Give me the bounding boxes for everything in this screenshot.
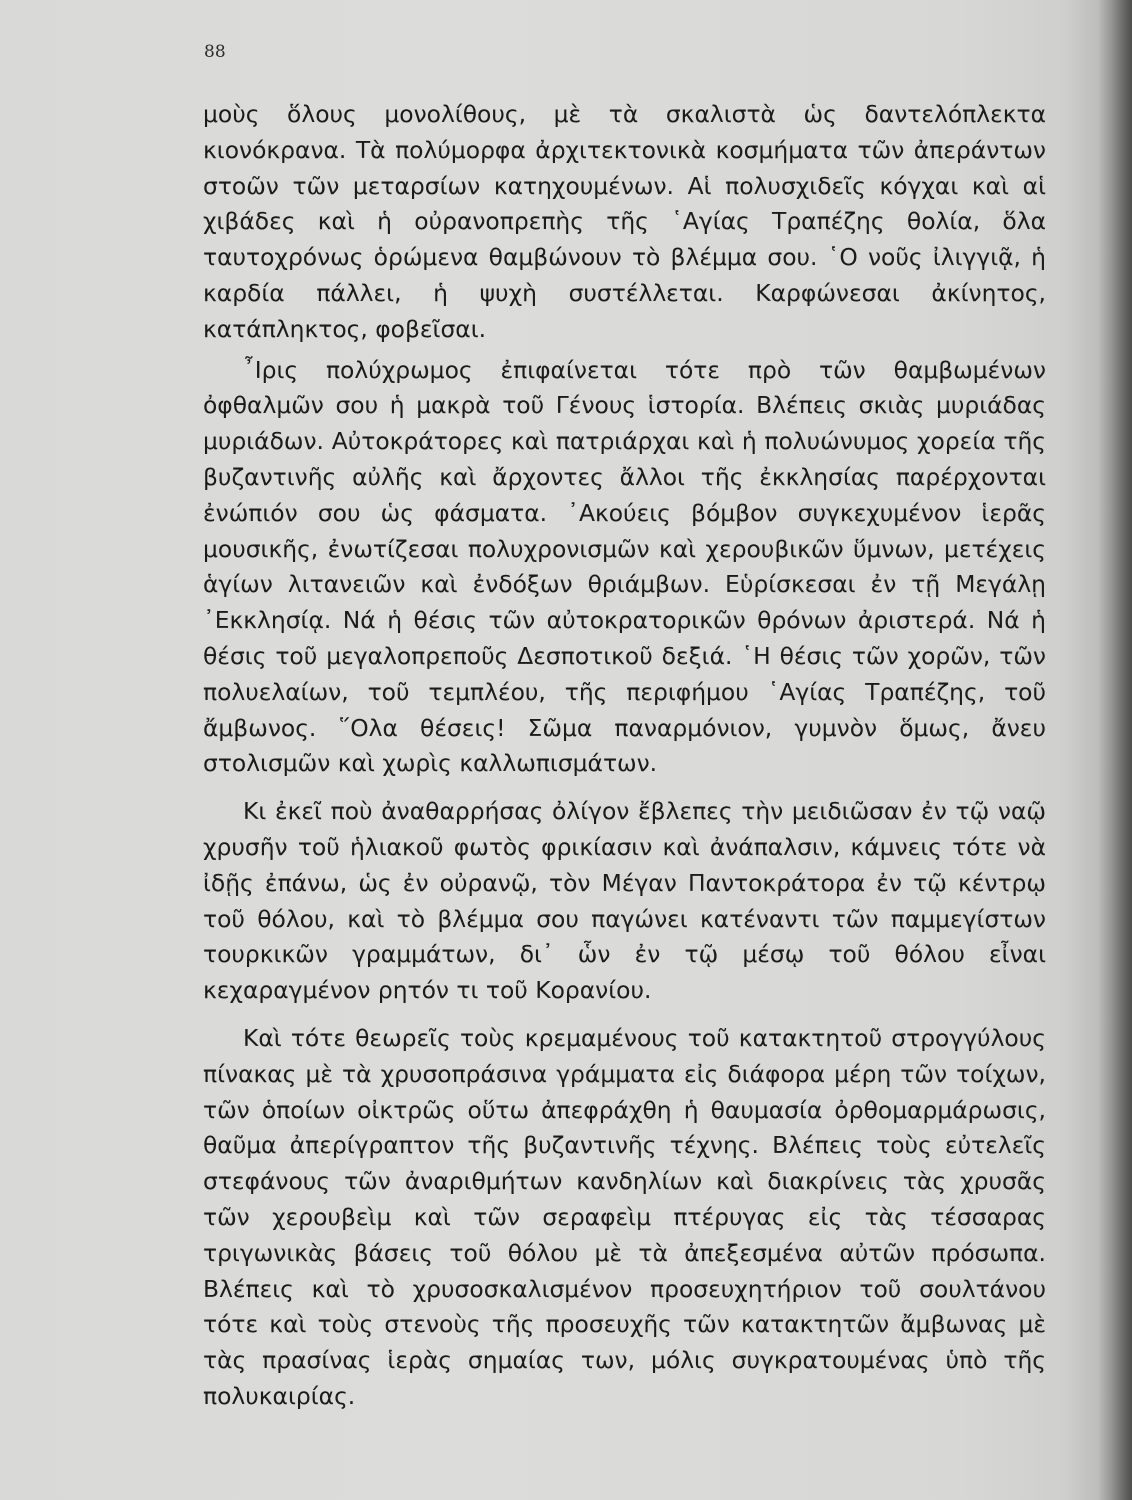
binding-shadow <box>1098 0 1132 1500</box>
paragraph-3: Κι ἐκεῖ ποὺ ἀναθαρρήσας ὀλίγον ἔβλεπες τὴν μειδιῶσαν ἐν τῷ ναῷ χρυσῆν τοῦ ἡλιακοῦ φωτὸς φρικίασιν καὶ ἀνάπαλσιν, κάμνεις τότε νὰ ἰδῇς ἐπάνω, ὡς ἐν οὐρανῷ, τὸν Μέγαν Παντοκράτορα ἐν τῷ κέντρῳ τοῦ θόλου, καὶ τὸ βλέμμα σου παγώνει κατέναντι τῶν παμμεγίστων τουρκικῶν γραμμάτων, δι᾿ ὧν ἐν τῷ μέσῳ τοῦ θόλου εἶναι κεχαραγμένον ρητόν τι τοῦ Κορανίου. <box>203 797 1046 1005</box>
page-number: 88 <box>204 42 226 62</box>
paragraph-4: Καὶ τότε θεωρεῖς τοὺς κρεμαμένους τοῦ κατακτητοῦ στρογγύλους πίνακας μὲ τὰ χρυσοπράσινα γράμματα εἰς διάφορα μέρη τῶν τοίχων, τῶν ὁποίων οἰκτρῶς οὕτω ἀπεφράχθη ἡ θαυμασία ὀρθομαρμάρωσις, θαῦμα ἀπερίγραπτον τῆς βυζαντινῆς τέχνης. Βλέπεις τοὺς εὐτελεῖς στεφάνους τῶν ἀναριθμήτων κανδηλίων καὶ διακρίνεις τὰς χρυσᾶς τῶν χερουβεὶμ καὶ τῶν σεραφεὶμ πτέρυγας εἰς τὰς τέσσαρας τριγωνικὰς βάσεις τοῦ θόλου μὲ τὰ ἀπεξεσμένα αὐτῶν πρόσωπα. Βλέπεις καὶ τὸ χρυσοσκαλισμένον προσευχητήριον τοῦ σουλτάνου τότε καὶ τοὺς στενοὺς τῆς προσευχῆς τῶν κατακτητῶν ἄμβωνας μὲ τὰς πρασίνας ἱερὰς σημαίας των, μόλις συγκρατουμένας ὑπὸ τῆς πολυκαιρίας. <box>203 1023 1046 1410</box>
paragraph-2: ῏Ιρις πολύχρωμος ἐπιφαίνεται τότε πρὸ τῶν θαμβωμένων ὀφθαλμῶν σου ἡ μακρὰ τοῦ Γένους ἱστορία. Βλέπεις σκιὰς μυριάδας μυριάδων. Αὐτοκράτορες καὶ πατριάρχαι καὶ ἡ πολυώνυμος χορεία τῆς βυζαντινῆς αὐλῆς καὶ ἄρχοντες ἄλλοι τῆς ἐκκλησίας παρέρχονται ἐνώπιόν σου ὡς φάσματα. ᾿Ακούεις βόμβον συγκεχυμένον ἱερᾶς μουσικῆς, ἐνωτίζεσαι πολυχρονισμῶν καὶ χερουβικῶν ὕμνων, μετέχεις ἁγίων λιτανειῶν καὶ ἐνδόξων θριάμβων. Εὑρίσκεσαι ἐν τῇ Μεγάλῃ ᾿Εκκλησίᾳ. Νά ἡ θέσις τῶν αὐτοκρατορικῶν θρόνων ἀριστερά. Νά ἡ θέσις τοῦ μεγαλοπρεποῦς Δεσποτικοῦ δεξιά. ῾Η θέσις τῶν χορῶν, τῶν πολυελαίων, τοῦ τεμπλέου, τῆς περιφήμου ῾Αγίας Τραπέζης, τοῦ ἄμβωνος. ῞Ολα θέσεις! Σῶμα παναρμόνιον, γυμνὸν ὅμως, ἄνευ στολισμῶν καὶ χωρὶς καλλωπισμάτων. <box>203 355 1046 778</box>
body-text <box>203 97 1046 1415</box>
paragraph-1: μοὺς ὅλους μονολίθους, μὲ τὰ σκαλιστὰ ὡς δαντελόπλεκτα κιονόκρανα. Τὰ πολύμορφα ἀρχιτεκτονικὰ κοσμήματα τῶν ἀπεράντων στοῶν τῶν μεταρσίων κατηχουμένων. Αἱ πολυσχιδεῖς κόγχαι καὶ αἱ χιβάδες καὶ ἡ οὐρανοπρεπὴς τῆς ῾Αγίας Τραπέζης θολία, ὅλα ταυτοχρόνως ὁρώμενα θαμβώνουν τὸ βλέμμα σου. ῾Ο νοῦς ἰλιγγιᾷ, ἡ καρδία πάλλει, ἡ ψυχὴ συστέλλεται. Καρφώνεσαι ἀκίνητος, κατάπληκτος, φοβεῖσαι. <box>203 100 1046 343</box>
